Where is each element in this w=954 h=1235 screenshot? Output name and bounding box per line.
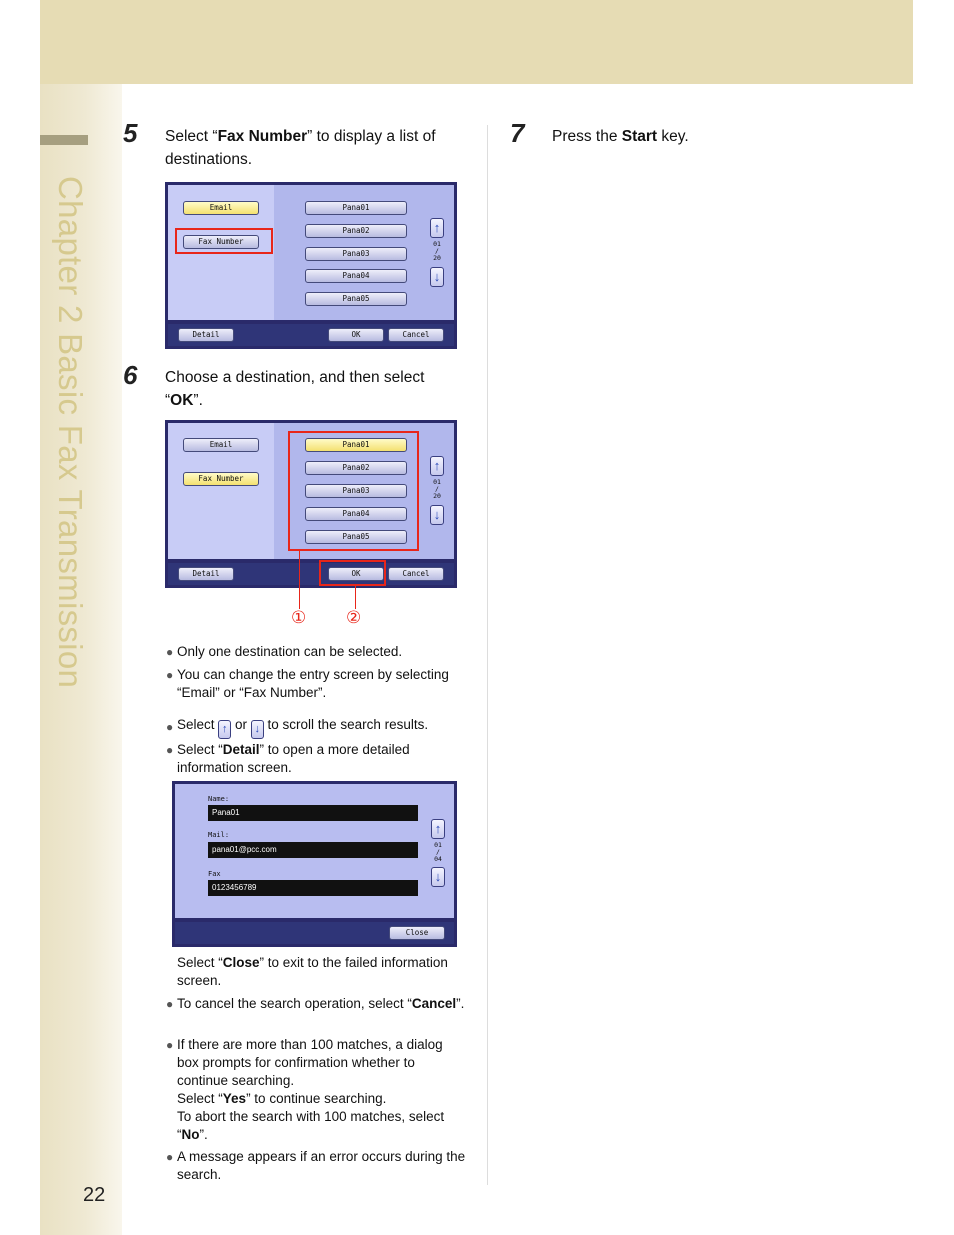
chapter-title: Chapter 2 Basic Fax Transmission: [52, 176, 89, 689]
fax-number-button[interactable]: Fax Number: [183, 235, 259, 249]
mail-label: Mail:: [208, 831, 230, 839]
callout-2: ②: [346, 608, 362, 627]
note-item: ● If there are more than 100 matches, a dialog box prompts for confirmation whether to continue searching. Select “Yes” to continue searching. To abort the search with 100 matches, select “No”.: [166, 1037, 445, 1142]
step-6-text: Choose a destination, and then select “OK”.: [165, 369, 425, 409]
scroll-down-icon: ↓: [251, 720, 264, 739]
step-7-text: Press the Start key.: [552, 128, 689, 145]
fax-number-button[interactable]: Fax Number: [183, 472, 259, 486]
destination-button[interactable]: Pana05: [305, 292, 407, 306]
step-5-text: Select “Fax Number” to display a list of destinations.: [165, 128, 436, 168]
destination-button[interactable]: Pana05: [305, 530, 407, 544]
note-item: ● You can change the entry screen by selecting “Email” or “Fax Number”.: [166, 667, 449, 700]
name-label: Name:: [208, 795, 230, 803]
fax-field: 0123456789: [208, 880, 418, 896]
step-7-number: 7: [510, 118, 525, 148]
destination-button[interactable]: Pana01: [305, 201, 407, 215]
bullet-icon: ●: [166, 668, 174, 682]
ok-button-highlight: [319, 560, 386, 586]
screen-button-bar: [168, 563, 454, 585]
destination-button[interactable]: Pana02: [305, 461, 407, 475]
cancel-button[interactable]: Cancel: [388, 328, 444, 342]
destination-list-highlight: [288, 431, 419, 551]
note-item: ● A message appears if an error occurs during the search.: [166, 1149, 466, 1182]
callout-1-leader: [299, 551, 300, 609]
scroll-down-icon[interactable]: ↓: [430, 267, 444, 287]
bullet-icon: ●: [166, 645, 174, 659]
note-item: ● To cancel the search operation, select “Cancel”.: [166, 996, 465, 1011]
bullet-icon: ●: [166, 743, 174, 757]
page-counter: 01 / 20: [433, 478, 441, 500]
scroll-up-icon: ↑: [218, 720, 231, 739]
bullet-icon: ●: [166, 1038, 174, 1052]
destination-button[interactable]: Pana03: [305, 484, 407, 498]
ok-button[interactable]: OK: [328, 567, 384, 581]
chapter-tab-marker: [40, 135, 88, 145]
bullet-icon: ●: [166, 1150, 174, 1164]
header-band: [40, 0, 913, 84]
detail-button[interactable]: Detail: [178, 567, 234, 581]
cancel-button[interactable]: Cancel: [388, 567, 444, 581]
destination-button-selected[interactable]: Pana01: [305, 438, 407, 452]
page-counter: 01 / 20: [433, 240, 441, 262]
close-button[interactable]: Close: [389, 926, 445, 940]
step-5-number: 5: [123, 118, 138, 148]
callout-2-leader: [355, 586, 356, 609]
destination-button[interactable]: Pana03: [305, 247, 407, 261]
destination-button[interactable]: Pana04: [305, 507, 407, 521]
email-button[interactable]: Email: [183, 201, 259, 215]
screen-button-bar: [168, 324, 454, 346]
note-item: ● Select “Detail” to open a more detailed information screen.: [166, 742, 410, 775]
detail-button[interactable]: Detail: [178, 328, 234, 342]
destination-button[interactable]: Pana04: [305, 269, 407, 283]
destination-screen-1: [165, 182, 457, 349]
detail-screen: [172, 781, 457, 947]
mail-field: pana01@pcc.com: [208, 842, 418, 858]
page-counter: 01 / 04: [434, 841, 442, 863]
bullet-icon: ●: [166, 720, 174, 734]
screen-button-bar: [175, 922, 454, 944]
scroll-up-icon[interactable]: ↑: [431, 819, 445, 839]
ok-button[interactable]: OK: [328, 328, 384, 342]
scroll-up-icon[interactable]: ↑: [430, 218, 444, 238]
note-item: ● Select ↑ or ↓ to scroll the search results.: [166, 716, 466, 739]
scroll-down-icon[interactable]: ↓: [430, 505, 444, 525]
callout-1: ①: [291, 608, 307, 627]
fax-number-highlight: [175, 228, 273, 254]
fax-label: Fax: [208, 870, 221, 878]
scroll-up-icon[interactable]: ↑: [430, 456, 444, 476]
bullet-icon: ●: [166, 997, 174, 1011]
email-button[interactable]: Email: [183, 438, 259, 452]
destination-button[interactable]: Pana02: [305, 224, 407, 238]
scroll-down-icon[interactable]: ↓: [431, 867, 445, 887]
note-item: ● Only one destination can be selected.: [166, 644, 403, 659]
column-divider: [487, 125, 488, 1185]
step-6-number: 6: [123, 360, 138, 390]
name-field: Pana01: [208, 805, 418, 821]
note-item: Select “Close” to exit to the failed information screen.: [177, 955, 448, 988]
page-number: 22: [83, 1184, 106, 1206]
